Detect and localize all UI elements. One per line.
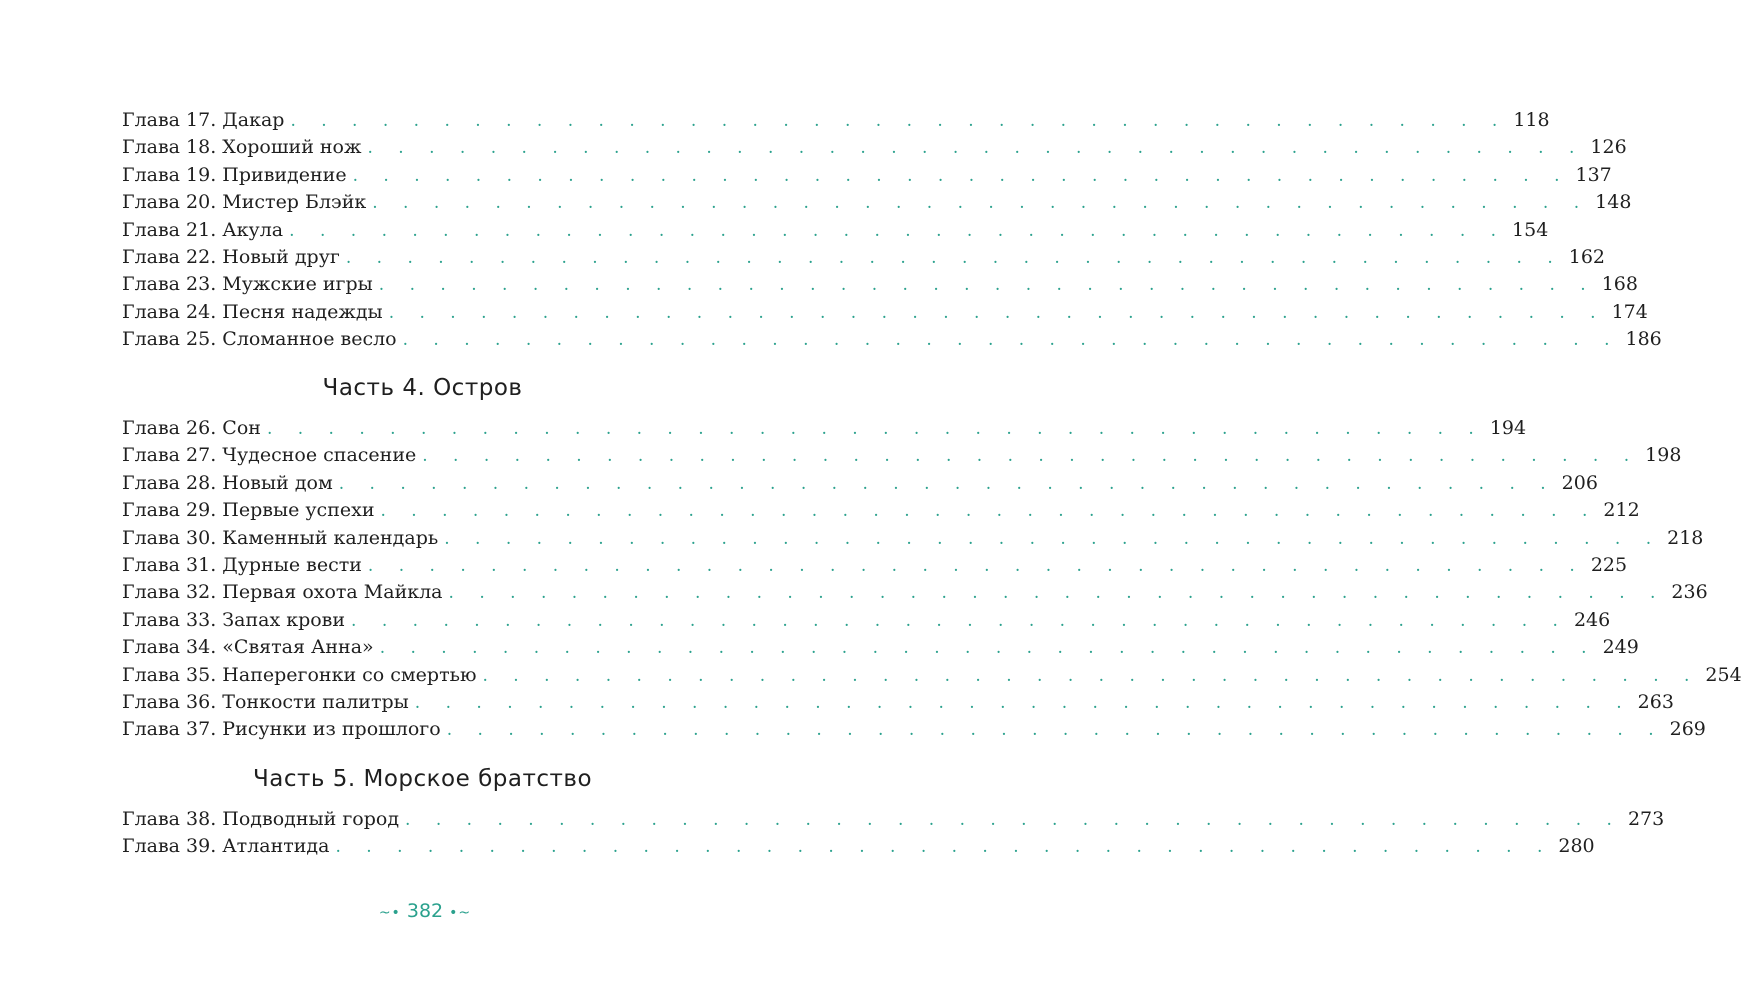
dot-leader: . . . . . . . . . . . . . . . . . . . . . . . . . . . . . . . . . . . . . . . . (414, 692, 1632, 713)
chapter-title: Глава 36. Тонкости палитры (122, 690, 409, 713)
chapter-title: Глава 25. Сломанное весло (122, 328, 397, 351)
dot-leader: . . . . . . . . . . . . . . . . . . . . . . . . . . . . . . . . . . . . . . . . (289, 220, 1507, 241)
page-number: 154 (1512, 218, 1549, 241)
dot-leader: . . . . . . . . . . . . . . . . . . . . . . . . . . . . . . . . . . . . . . . . (388, 302, 1606, 323)
dot-leader: . . . . . . . . . . . . . . . . . . . . . . . . . . . . . . . . . . . . . . . . (380, 501, 1598, 522)
chapter-title: Глава 37. Рисунки из прошлого (122, 718, 441, 741)
chapter-title: Глава 38. Подводный город (122, 808, 400, 830)
page-number: 254 (1705, 663, 1742, 686)
toc-block-part3-end (122, 107, 1662, 354)
chapter-title: Глава 17. Дакар (122, 109, 285, 131)
dot-leader: . . . . . . . . . . . . . . . . . . . . . . . . . . . . . . . . . . . . . . . . (345, 247, 1563, 268)
toc-entry-35[interactable] (122, 662, 1742, 689)
page-number: 263 (1637, 690, 1674, 713)
toc-entry-34[interactable] (122, 634, 1639, 661)
chapter-title: Глава 21. Акула (122, 218, 284, 241)
page-number: 186 (1625, 328, 1662, 351)
toc-entry-23[interactable] (122, 271, 1638, 298)
toc-entry-28[interactable] (122, 470, 1598, 497)
dot-leader: . . . . . . . . . . . . . . . . . . . . . . . . . . . . . . . . . . . . . . . . (379, 638, 1597, 659)
dot-leader: . . . . . . . . . . . . . . . . . . . . . . . . . . . . . . . . . . . . . . . . (402, 330, 1620, 351)
dot-leader: . . . . . . . . . . . . . . . . . . . . . . . . . . . . . . . . . . . . . . . . (290, 111, 1508, 131)
page-number: 236 (1671, 581, 1708, 604)
page-number: 225 (1590, 553, 1628, 576)
toc-entry-27[interactable] (122, 442, 1682, 469)
page-number: 137 (1575, 163, 1612, 186)
dot-leader: . . . . . . . . . . . . . . . . . . . . . . . . . . . . . . . . . . . . . . . . (378, 275, 1596, 296)
toc-block-part5 (122, 806, 1665, 861)
toc-entry-17[interactable] (122, 107, 1550, 134)
dot-leader: . . . . . . . . . . . . . . . . . . . . . . . . . . . . . . . . . . . . . . . . (367, 555, 1585, 576)
page-folio (0, 900, 850, 922)
chapter-title: Глава 34. «Святая Анна» (122, 636, 374, 659)
page-number: 273 (1627, 808, 1665, 830)
dot-leader: . . . . . . . . . . . . . . . . . . . . . . . . . . . . . . . . . . . . . . . . (266, 419, 1484, 439)
folio-ornament-right: •~ (449, 905, 472, 921)
page-number: 118 (1513, 109, 1550, 131)
toc-entry-19[interactable] (122, 162, 1612, 189)
dot-leader: . . . . . . . . . . . . . . . . . . . . . . . . . . . . . . . . . . . . . . . . (338, 473, 1556, 494)
toc-entry-38[interactable] (122, 806, 1665, 833)
folio-number: 382 (406, 900, 444, 922)
chapter-title: Глава 30. Каменный календарь (122, 526, 439, 549)
page-number: 280 (1558, 835, 1595, 858)
dot-leader: . . . . . . . . . . . . . . . . . . . . . . . . . . . . . . . . . . . . . . . . (335, 837, 1553, 858)
toc-entry-30[interactable] (122, 525, 1704, 552)
part-5-heading: Часть 5. Морское братство (252, 766, 593, 792)
dot-leader: . . . . . . . . . . . . . . . . . . . . . . . . . . . . . . . . . . . . . . . . (448, 583, 1666, 604)
dot-leader: . . . . . . . . . . . . . . . . . . . . . . . . . . . . . . . . . . . . . . . . (351, 610, 1568, 631)
page-number: 162 (1568, 245, 1605, 268)
toc-entry-31[interactable] (122, 552, 1628, 579)
dot-leader: . . . . . . . . . . . . . . . . . . . . . . . . . . . . . . . . . . . . . . . . (352, 165, 1570, 186)
dot-leader: . . . . . . . . . . . . . . . . . . . . . . . . . . . . . . . . . . . . . . . . (367, 138, 1585, 159)
toc-entry-33[interactable] (122, 607, 1611, 634)
chapter-title: Глава 22. Новый друг (122, 245, 340, 268)
chapter-title: Глава 19. Привидение (122, 163, 347, 186)
toc-block-part4 (122, 415, 1742, 744)
dot-leader: . . . . . . . . . . . . . . . . . . . . . . . . . . . . . . . . . . . . . . . . (422, 446, 1640, 467)
toc-entry-39[interactable] (122, 833, 1595, 860)
dot-leader: . . . . . . . . . . . . . . . . . . . . . . . . . . . . . . . . . . . . . . . . (482, 665, 1700, 686)
chapter-title: Глава 20. Мистер Блэйк (122, 191, 367, 214)
chapter-title: Глава 31. Дурные вести (122, 553, 362, 576)
page-number: 194 (1489, 417, 1527, 439)
toc-entry-24[interactable] (122, 299, 1648, 326)
toc-entry-21[interactable] (122, 217, 1549, 244)
chapter-title: Глава 24. Песня надежды (122, 300, 383, 323)
dot-leader: . . . . . . . . . . . . . . . . . . . . . . . . . . . . . . . . . . . . . . . . (405, 810, 1622, 830)
toc-entry-32[interactable] (122, 579, 1708, 606)
folio-ornament-left: ~• (378, 905, 401, 921)
chapter-title: Глава 29. Первые успехи (122, 499, 375, 522)
chapter-title: Глава 18. Хороший нож (122, 136, 362, 159)
page-number: 174 (1611, 300, 1648, 323)
dot-leader: . . . . . . . . . . . . . . . . . . . . . . . . . . . . . . . . . . . . . . . . (446, 720, 1664, 741)
toc-entry-25[interactable] (122, 326, 1662, 353)
chapter-title: Глава 33. Запах крови (122, 608, 346, 631)
chapter-title: Глава 26. Сон (122, 417, 261, 439)
dot-leader: . . . . . . . . . . . . . . . . . . . . . . . . . . . . . . . . . . . . . . . . (444, 528, 1662, 549)
toc-entry-26[interactable] (122, 415, 1527, 442)
chapter-title: Глава 27. Чудесное спасение (122, 444, 417, 467)
toc-entry-18[interactable] (122, 134, 1627, 161)
toc-entry-22[interactable] (122, 244, 1605, 271)
toc-entry-29[interactable] (122, 497, 1640, 524)
toc-entry-37[interactable] (122, 716, 1706, 743)
toc-entry-20[interactable] (122, 189, 1632, 216)
chapter-title: Глава 28. Новый дом (122, 471, 333, 494)
part-4-heading: Часть 4. Остров (322, 375, 523, 401)
page-number: 246 (1573, 608, 1611, 631)
page-number: 212 (1603, 499, 1640, 522)
page-number: 198 (1645, 444, 1682, 467)
page-number: 269 (1669, 718, 1706, 741)
dot-leader: . . . . . . . . . . . . . . . . . . . . . . . . . . . . . . . . . . . . . . . . (372, 193, 1590, 214)
page-number: 249 (1602, 636, 1639, 659)
page-number: 148 (1595, 191, 1632, 214)
chapter-title: Глава 23. Мужские игры (122, 273, 373, 296)
page-number: 206 (1561, 471, 1598, 494)
toc-entry-36[interactable] (122, 689, 1674, 716)
page-number: 126 (1590, 136, 1627, 159)
page-number: 168 (1601, 273, 1638, 296)
chapter-title: Глава 39. Атлантида (122, 835, 330, 858)
chapter-title: Глава 35. Наперегонки со смертью (122, 663, 477, 686)
page-number: 218 (1667, 526, 1704, 549)
chapter-title: Глава 32. Первая охота Майкла (122, 581, 443, 604)
